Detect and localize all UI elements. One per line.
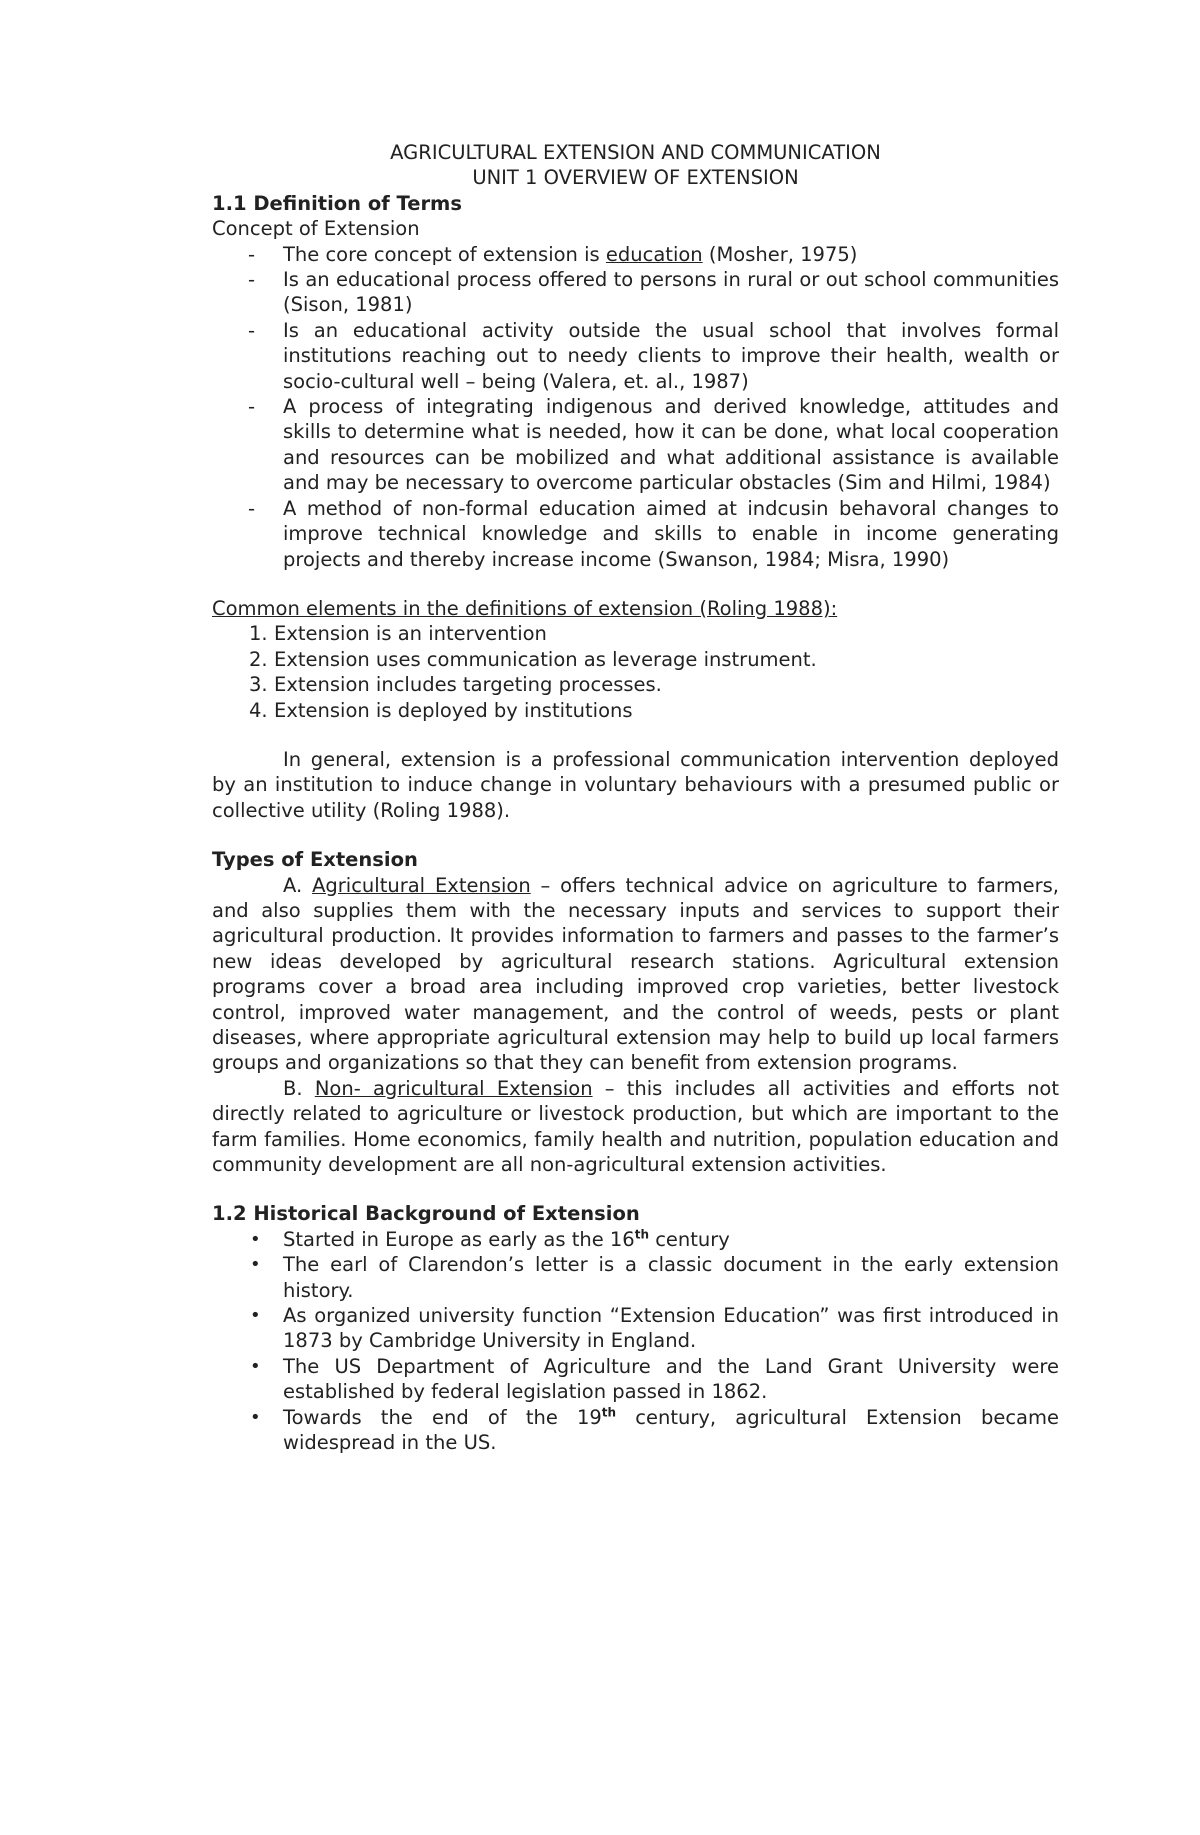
- definition-text: The core concept of extension is: [283, 242, 606, 266]
- definition-text: Is an educational process offered to persons in rural or out school communities (Sison, 1981): [283, 268, 1059, 317]
- types-heading: Types of Extension: [212, 848, 418, 872]
- type-b-text: – this includes all activities and efforts not directly related to agriculture or livestock production, but which are important to the farm families. Home economics, family health and nutrition, population education and community development are all non-agricultural extension activities.: [212, 1076, 1060, 1177]
- document-title: AGRICULTURAL EXTENSION AND COMMUNICATION: [390, 141, 881, 164]
- list-item: [212, 672, 1059, 697]
- history-text: The US Department of Agriculture and the Land Grant University were established by federal legislation passed in 1862.: [283, 1354, 1059, 1404]
- list-number: 1.: [249, 622, 268, 646]
- history-item: [212, 1354, 1059, 1405]
- section-heading-1-2: 1.2 Historical Background of Extension: [212, 1202, 640, 1226]
- bullet-marker: •: [250, 1305, 261, 1327]
- history-text: Towards the end of the 19: [283, 1405, 602, 1429]
- type-b-paragraph: [212, 1076, 1059, 1178]
- history-text-end: century, agricultural Extension became widespread in the US.: [283, 1405, 1059, 1455]
- bullet-marker: •: [250, 1228, 261, 1250]
- definition-list: [212, 242, 1059, 572]
- dash-marker: -: [248, 242, 256, 266]
- definition-text: Is an educational activity outside the usual school that involves formal institutions reaching out to needy clients to improve their health, wealth or socio-cultural well – being (Valera, et. al., 1987): [283, 318, 1059, 393]
- bullet-marker: •: [250, 1355, 261, 1377]
- history-item: [212, 1252, 1059, 1303]
- list-item-text: Extension uses communication as leverage instrument.: [274, 647, 817, 671]
- common-elements-heading: Common elements in the definitions of extension (Roling 1988):: [212, 596, 838, 620]
- history-text: The earl of Clarendon’s letter is a classic document in the early extension history.: [283, 1253, 1059, 1302]
- dash-marker: -: [248, 395, 256, 419]
- type-b-name: Non- agricultural Extension: [314, 1076, 593, 1100]
- definition-citation: (Mosher, 1975): [702, 242, 858, 266]
- bullet-marker: •: [250, 1406, 261, 1428]
- ordinal-suffix: th: [634, 1227, 649, 1242]
- general-paragraph: In general, extension is a professional communication intervention deployed by an institution to induce change in voluntary behaviours with a presumed public or collective utility (Roling 1988).: [212, 747, 1059, 822]
- list-item: [212, 647, 1059, 672]
- history-item: [212, 1227, 1059, 1252]
- common-elements-list: [212, 621, 1059, 723]
- definition-text: A process of integrating indigenous and derived knowledge, attitudes and skills to determine what is needed, how it can be done, what local cooperation and resources can be mobilized and what additional assistance is available and may be necessary to overcome particular obstacles (Sim and Hilmi, 1984): [283, 395, 1059, 495]
- history-text-end: century: [649, 1227, 730, 1251]
- list-number: 3.: [249, 673, 268, 697]
- definition-item: [212, 242, 1059, 267]
- definition-item: [212, 267, 1059, 318]
- history-item: [212, 1303, 1059, 1354]
- unit-title: UNIT 1 OVERVIEW OF EXTENSION: [472, 166, 799, 190]
- list-item-text: Extension includes targeting processes.: [274, 673, 662, 697]
- dash-marker: -: [248, 318, 256, 342]
- history-text: As organized university function “Extension Education” was first introduced in 1873 by Cambridge University in England.: [283, 1304, 1059, 1353]
- history-item: [212, 1405, 1059, 1456]
- history-text: Started in Europe as early as the 16: [283, 1227, 635, 1251]
- list-item-text: Extension is an intervention: [274, 622, 547, 646]
- definition-underlined-term: education: [605, 242, 703, 266]
- dash-marker: -: [248, 268, 256, 292]
- concept-label: Concept of Extension: [212, 217, 420, 241]
- type-a-letter: A.: [283, 873, 303, 897]
- section-heading-1-1: 1.1 Definition of Terms: [212, 191, 462, 215]
- list-item-text: Extension is deployed by institutions: [274, 698, 633, 722]
- type-a-name: Agricultural Extension: [312, 873, 531, 897]
- definition-text: A method of non-formal education aimed at indcusin behavoral changes to improve technical knowledge and skills to enable in income generating projects and thereby increase income (Swanson, 1984; Misra, 1990): [283, 496, 1059, 571]
- definition-item: [212, 496, 1059, 572]
- ordinal-suffix: th: [601, 1405, 617, 1420]
- type-a-paragraph: [212, 873, 1059, 1076]
- list-number: 4.: [249, 698, 268, 722]
- list-item: [212, 698, 1059, 723]
- definition-item: [212, 394, 1059, 496]
- type-b-letter: B.: [283, 1076, 303, 1100]
- list-item: [212, 621, 1059, 646]
- definition-item: [212, 318, 1059, 394]
- history-list: [212, 1227, 1059, 1456]
- list-number: 2.: [249, 647, 268, 671]
- type-a-text: – offers technical advice on agriculture to farmers, and also supplies them with the necessary inputs and services to support their agricultural production. It provides information to farmers and passes to the farmer’s new ideas developed by agricultural research stations. Agricultural extension programs cover a broad area including improved crop varieties, better livestock control, improved water management, and the control of weeds, pests or plant diseases, where appropriate agricultural extension may help to build up local farmers groups and organizations so that they can benefit from extension programs.: [212, 873, 1059, 1075]
- dash-marker: -: [248, 496, 256, 520]
- bullet-marker: •: [250, 1254, 261, 1276]
